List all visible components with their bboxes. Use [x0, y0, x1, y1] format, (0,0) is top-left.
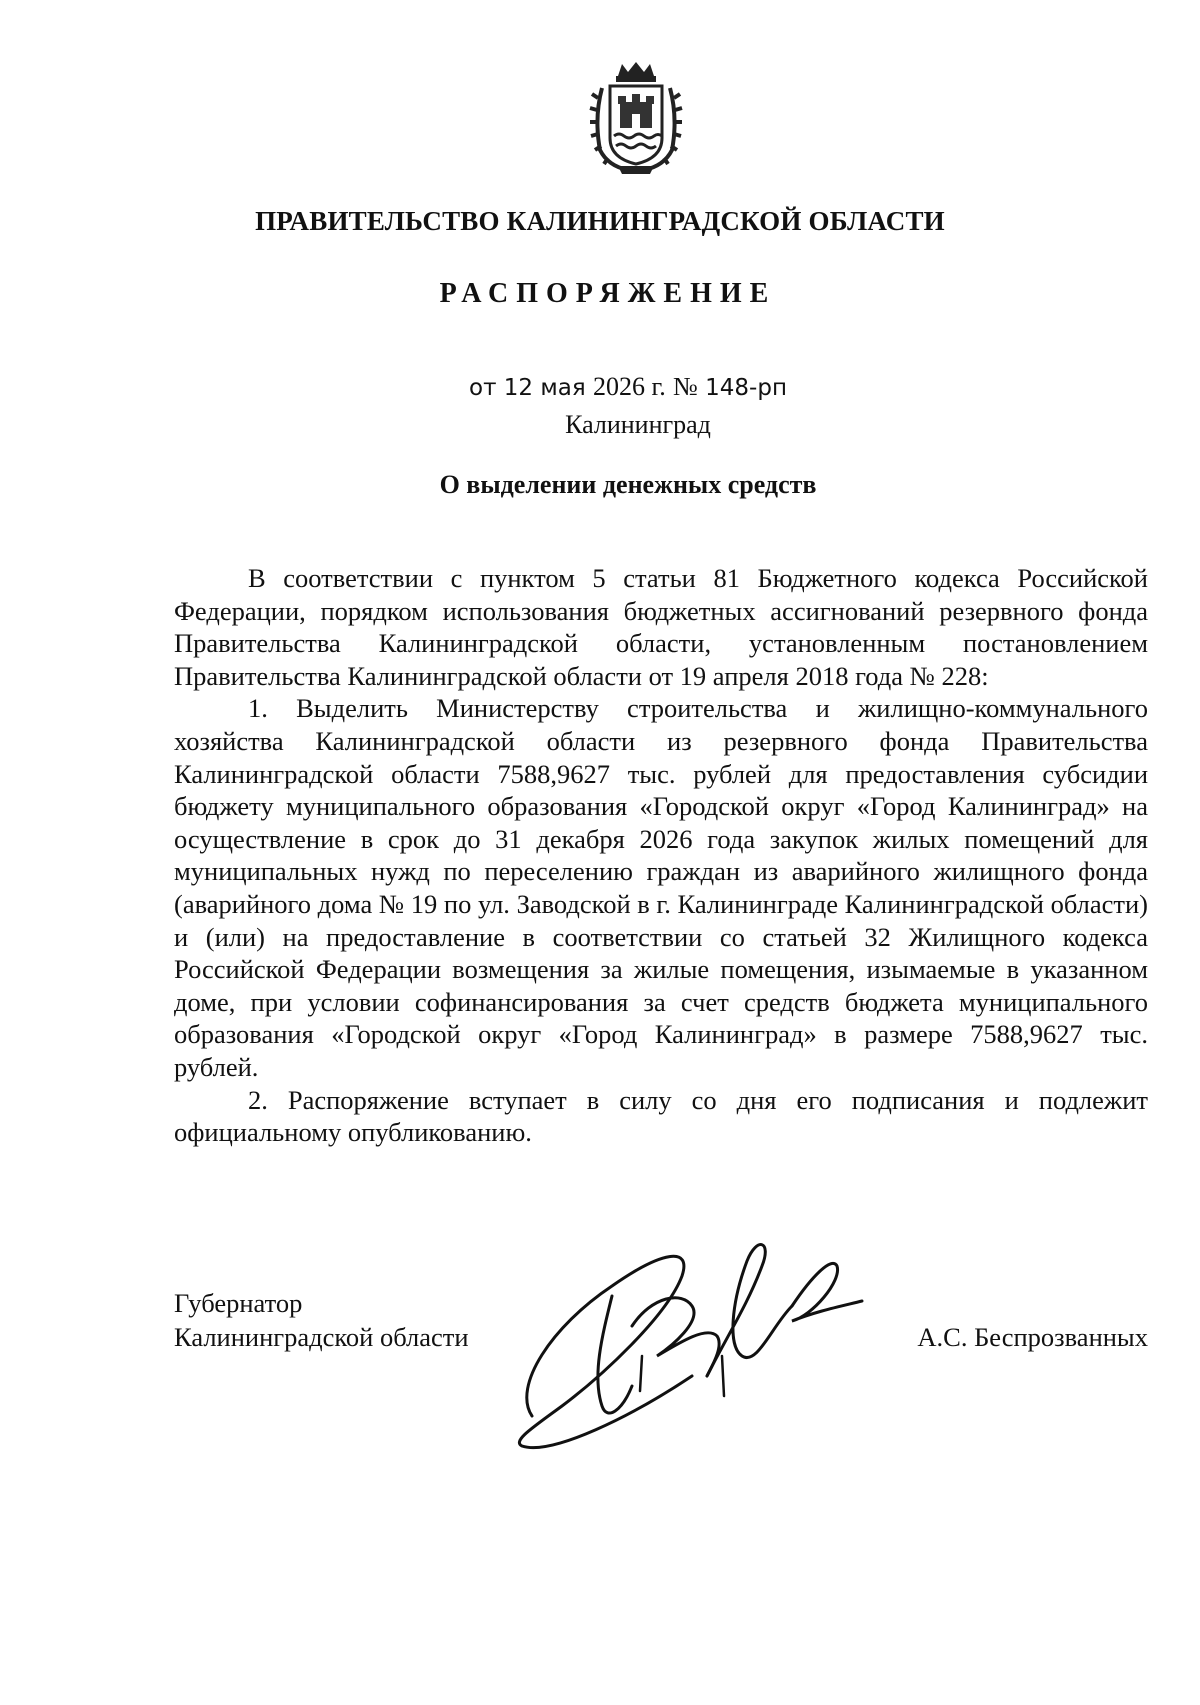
date-number-line [0, 372, 1200, 402]
city: Калининград [565, 410, 711, 439]
date-prefix: от [469, 375, 497, 401]
preamble-paragraph: В соответствии с пунктом 5 статьи 81 Бюджетного кодекса Российской Федерации, порядком использования бюджетных ассигнований резервного фонда Правительства Калининградской области, установленным постановлением Правительства Калининградской области от 19 апреля 2018 года № 228: [174, 563, 1148, 691]
signer-role-line1: Губернатор [174, 1288, 303, 1318]
date-year: 2026 г. [592, 372, 666, 401]
date-month: мая [540, 375, 586, 401]
document-subject: О выделении денежных средств [439, 470, 817, 499]
signer-name: А.С. Беспрозванных [917, 1322, 1148, 1352]
item-2-paragraph: 2. Распоряжение вступает в силу со дня его подписания и подлежит официальному опубликованию. [174, 1084, 1148, 1148]
signature-icon [492, 1206, 892, 1456]
signer-role-line2: Калининградской области [174, 1322, 469, 1352]
date-day: 12 [503, 375, 534, 401]
signer-role [174, 1286, 469, 1354]
government-title: ПРАВИТЕЛЬСТВО КАЛИНИНГРАДСКОЙ ОБЛАСТИ [255, 206, 945, 236]
item-1-paragraph: 1. Выделить Министерству строительства и жилищно-коммунального хозяйства Калининградской области из резервного фонда Правительства Калининградской области 7588,9627 тыс. рублей для предоставления субсидии бюджету муниципального образования «Городской округ «Город Калининград» на осуществление в срок до 31 декабря 2026 года закупок жилых помещений для муниципальных нужд по переселению граждан из аварийного жилищного фонда (аварийного дома № 19 по ул. Заводской в г. Калининграде Калининградской области) и (или) на предоставление в соответствии со статьей 32 Жилищного кодекса Российской Федерации возмещения за жилые помещения, изымаемые в указанном доме, при условии софинансирования за счет средств бюджета муниципального образования «Городской округ «Город Калининград» в размере 7588,9627 тыс. рублей. [174, 693, 1148, 1082]
coat-of-arms-icon [588, 58, 684, 176]
number-sign: № [673, 372, 698, 401]
document-body [174, 562, 1148, 1149]
document-number: 148-рп [705, 375, 787, 401]
document-type: РАСПОРЯЖЕНИЕ [439, 278, 777, 309]
